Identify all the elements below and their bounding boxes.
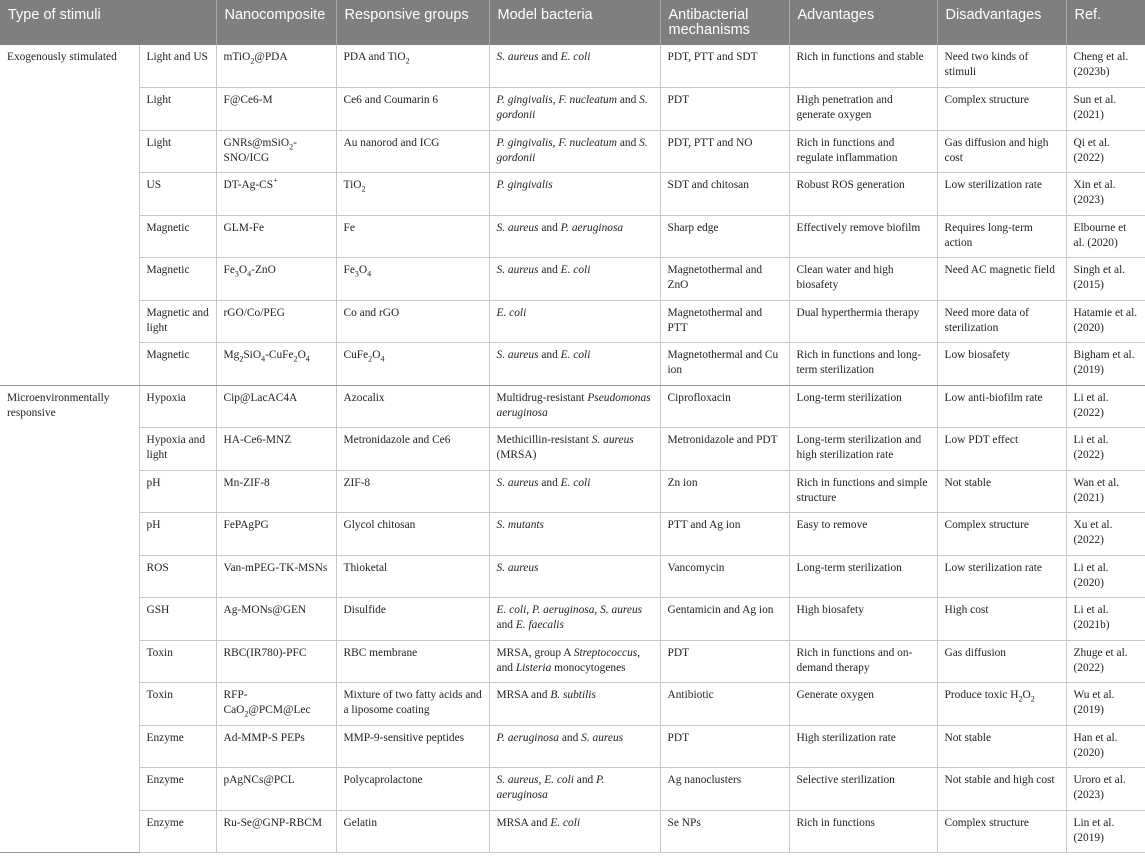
cell-mechanism: PTT and Ag ion xyxy=(660,513,789,556)
cell-advantages: High biosafety xyxy=(789,598,937,641)
table-row xyxy=(0,513,1145,556)
cell-nanocomposite: Ru-Se@GNP-RBCM xyxy=(216,810,336,853)
cell-nanocomposite: GLM-Fe xyxy=(216,215,336,258)
cell-responsive-groups: Au nanorod and ICG xyxy=(336,130,489,173)
cell-model-bacteria: S. aureus and P. aeruginosa xyxy=(489,215,660,258)
cell-model-bacteria: MRSA, group A Streptococcus, and Listeria monocytogenes xyxy=(489,640,660,683)
cell-responsive-groups: Metronidazole and Ce6 xyxy=(336,428,489,471)
table-row xyxy=(0,173,1145,216)
cell-ref: Wan et al. (2021) xyxy=(1066,470,1145,513)
cell-responsive-groups: ZIF-8 xyxy=(336,470,489,513)
cell-model-bacteria: S. aureus and E. coli xyxy=(489,470,660,513)
cell-stimulus: Enzyme xyxy=(139,768,216,811)
cell-mechanism: PDT, PTT and NO xyxy=(660,130,789,173)
cell-stimulus: Hypoxia xyxy=(139,385,216,428)
cell-nanocomposite: DT-Ag-CS+ xyxy=(216,173,336,216)
cell-ref: Han et al. (2020) xyxy=(1066,725,1145,768)
table-row xyxy=(0,385,1145,428)
cell-mechanism: Magnetothermal and PTT xyxy=(660,300,789,343)
cell-stimulus: Magnetic xyxy=(139,343,216,386)
table-row xyxy=(0,768,1145,811)
cell-advantages: High sterilization rate xyxy=(789,725,937,768)
cell-disadvantages: High cost xyxy=(937,598,1066,641)
cell-ref: Li et al. (2022) xyxy=(1066,428,1145,471)
cell-nanocomposite: Van-mPEG-TK-MSNs xyxy=(216,555,336,598)
cell-model-bacteria: P. gingivalis, F. nucleatum and S. gordonii xyxy=(489,130,660,173)
cell-nanocomposite: $Fe_3O_4$-ZnO xyxy=(216,258,336,301)
cell-mechanism: PDT xyxy=(660,725,789,768)
table-row xyxy=(0,343,1145,386)
cell-nanocomposite: FePAgPG xyxy=(216,513,336,556)
cell-ref: Lin et al. (2019) xyxy=(1066,810,1145,853)
cell-responsive-groups: MMP-9-sensitive peptides xyxy=(336,725,489,768)
category-cell: Microenvironmentally responsive xyxy=(0,385,139,853)
cell-ref: Sun et al. (2021) xyxy=(1066,88,1145,131)
cell-advantages: Selective sterilization xyxy=(789,768,937,811)
cell-disadvantages: Not stable xyxy=(937,725,1066,768)
cell-stimulus: US xyxy=(139,173,216,216)
table-row xyxy=(0,555,1145,598)
cell-ref: Bigham et al. (2019) xyxy=(1066,343,1145,386)
cell-responsive-groups: Disulfide xyxy=(336,598,489,641)
cell-model-bacteria: E. coli, P. aeruginosa, S. aureus and E. faecalis xyxy=(489,598,660,641)
cell-ref: Qi et al. (2022) xyxy=(1066,130,1145,173)
cell-responsive-groups: Thioketal xyxy=(336,555,489,598)
cell-advantages: Rich in functions xyxy=(789,810,937,853)
cell-ref: Li et al. (2021b) xyxy=(1066,598,1145,641)
cell-disadvantages: Low PDT effect xyxy=(937,428,1066,471)
table-row xyxy=(0,810,1145,853)
header-advantages: Advantages xyxy=(789,0,937,45)
cell-disadvantages: Low sterilization rate xyxy=(937,555,1066,598)
cell-disadvantages: Gas diffusion and high cost xyxy=(937,130,1066,173)
cell-model-bacteria: S. aureus and E. coli xyxy=(489,343,660,386)
cell-responsive-groups: Mixture of two fatty acids and a liposome coating xyxy=(336,683,489,726)
cell-responsive-groups: TiO$_2$ xyxy=(336,173,489,216)
cell-nanocomposite: pAgNCs@PCL xyxy=(216,768,336,811)
cell-stimulus: Toxin xyxy=(139,640,216,683)
cell-disadvantages: Low sterilization rate xyxy=(937,173,1066,216)
cell-ref: Zhuge et al. (2022) xyxy=(1066,640,1145,683)
cell-mechanism: Gentamicin and Ag ion xyxy=(660,598,789,641)
cell-stimulus: Enzyme xyxy=(139,810,216,853)
table-row xyxy=(0,300,1145,343)
cell-responsive-groups: Azocalix xyxy=(336,385,489,428)
cell-nanocomposite: Ad-MMP-S PEPs xyxy=(216,725,336,768)
cell-disadvantages: Produce toxic $H_2O_2$ xyxy=(937,683,1066,726)
cell-stimulus: Hypoxia and light xyxy=(139,428,216,471)
cell-ref: Xin et al. (2023) xyxy=(1066,173,1145,216)
cell-nanocomposite: Ag-MONs@GEN xyxy=(216,598,336,641)
cell-nanocomposite: HA-Ce6-MNZ xyxy=(216,428,336,471)
cell-disadvantages: Complex structure xyxy=(937,88,1066,131)
cell-model-bacteria: P. gingivalis, F. nucleatum and S. gordonii xyxy=(489,88,660,131)
cell-mechanism: Magnetothermal and Cu ion xyxy=(660,343,789,386)
cell-mechanism: SDT and chitosan xyxy=(660,173,789,216)
cell-advantages: Rich in functions and stable xyxy=(789,45,937,88)
table-row xyxy=(0,428,1145,471)
cell-nanocomposite: RFP-CaO$_2$@PCM@Lec xyxy=(216,683,336,726)
cell-advantages: Rich in functions and on-demand therapy xyxy=(789,640,937,683)
cell-model-bacteria: S. aureus and E. coli xyxy=(489,258,660,301)
cell-responsive-groups: RBC membrane xyxy=(336,640,489,683)
cell-mechanism: Metronidazole and PDT xyxy=(660,428,789,471)
cell-ref: Li et al. (2022) xyxy=(1066,385,1145,428)
cell-disadvantages: Requires long-term action xyxy=(937,215,1066,258)
table-row xyxy=(0,88,1145,131)
cell-mechanism: Ciprofloxacin xyxy=(660,385,789,428)
cell-model-bacteria: Methicillin-resistant S. aureus (MRSA) xyxy=(489,428,660,471)
cell-advantages: Generate oxygen xyxy=(789,683,937,726)
cell-advantages: Long-term sterilization and high sterilization rate xyxy=(789,428,937,471)
cell-advantages: Easy to remove xyxy=(789,513,937,556)
cell-ref: Elbourne et al. (2020) xyxy=(1066,215,1145,258)
header-ref: Ref. xyxy=(1066,0,1145,45)
table-row xyxy=(0,640,1145,683)
table-row xyxy=(0,598,1145,641)
cell-nanocomposite: F@Ce6-M xyxy=(216,88,336,131)
cell-advantages: High penetration and generate oxygen xyxy=(789,88,937,131)
cell-advantages: Rich in functions and long-term sterilization xyxy=(789,343,937,386)
cell-model-bacteria: S. aureus and E. coli xyxy=(489,45,660,88)
cell-disadvantages: Low anti-biofilm rate xyxy=(937,385,1066,428)
cell-mechanism: Antibiotic xyxy=(660,683,789,726)
cell-disadvantages: Low biosafety xyxy=(937,343,1066,386)
cell-disadvantages: Not stable and high cost xyxy=(937,768,1066,811)
table-row xyxy=(0,725,1145,768)
cell-mechanism: PDT, PTT and SDT xyxy=(660,45,789,88)
header-disadvantages: Disadvantages xyxy=(937,0,1066,45)
header-row xyxy=(0,0,1145,45)
cell-responsive-groups: Glycol chitosan xyxy=(336,513,489,556)
cell-ref: Hatamie et al. (2020) xyxy=(1066,300,1145,343)
cell-responsive-groups: Ce6 and Coumarin 6 xyxy=(336,88,489,131)
cell-disadvantages: Need more data of sterilization xyxy=(937,300,1066,343)
cell-advantages: Robust ROS generation xyxy=(789,173,937,216)
cell-advantages: Rich in functions and simple structure xyxy=(789,470,937,513)
cell-advantages: Long-term sterilization xyxy=(789,555,937,598)
cell-advantages: Clean water and high biosafety xyxy=(789,258,937,301)
table-row xyxy=(0,45,1145,88)
cell-nanocomposite: RBC(IR780)-PFC xyxy=(216,640,336,683)
cell-model-bacteria: MRSA and E. coli xyxy=(489,810,660,853)
cell-stimulus: Magnetic xyxy=(139,258,216,301)
cell-responsive-groups: $CuFe_2O_4$ xyxy=(336,343,489,386)
table-row xyxy=(0,130,1145,173)
header-nanocomposite: Nanocomposite xyxy=(216,0,336,45)
table-row xyxy=(0,470,1145,513)
cell-stimulus: Light xyxy=(139,88,216,131)
cell-nanocomposite: $Mg_2SiO_4-CuFe_2O_4$ xyxy=(216,343,336,386)
cell-stimulus: Light xyxy=(139,130,216,173)
cell-stimulus: pH xyxy=(139,513,216,556)
cell-responsive-groups: Polycaprolactone xyxy=(336,768,489,811)
cell-disadvantages: Complex structure xyxy=(937,810,1066,853)
cell-responsive-groups: Fe xyxy=(336,215,489,258)
header-type-of-stimuli: Type of stimuli xyxy=(0,0,216,45)
cell-advantages: Rich in functions and regulate inflammation xyxy=(789,130,937,173)
cell-mechanism: Se NPs xyxy=(660,810,789,853)
cell-responsive-groups: Gelatin xyxy=(336,810,489,853)
cell-model-bacteria: Multidrug-resistant Pseudomonas aeruginosa xyxy=(489,385,660,428)
header-antibacterial-mechanisms: Antibacterial mechanisms xyxy=(660,0,789,45)
cell-ref: Singh et al. (2015) xyxy=(1066,258,1145,301)
cell-ref: Li et al. (2020) xyxy=(1066,555,1145,598)
cell-disadvantages: Need two kinds of stimuli xyxy=(937,45,1066,88)
cell-nanocomposite: rGO/Co/PEG xyxy=(216,300,336,343)
cell-ref: Cheng et al. (2023b) xyxy=(1066,45,1145,88)
cell-nanocomposite: GNRs@mSiO$_2$-SNO/ICG xyxy=(216,130,336,173)
cell-model-bacteria: S. mutants xyxy=(489,513,660,556)
cell-disadvantages: Not stable xyxy=(937,470,1066,513)
cell-stimulus: Light and US xyxy=(139,45,216,88)
cell-nanocomposite: Cip@LacAC4A xyxy=(216,385,336,428)
cell-model-bacteria: MRSA and B. subtilis xyxy=(489,683,660,726)
cell-advantages: Dual hyperthermia therapy xyxy=(789,300,937,343)
cell-mechanism: PDT xyxy=(660,640,789,683)
cell-mechanism: Vancomycin xyxy=(660,555,789,598)
cell-stimulus: Toxin xyxy=(139,683,216,726)
cell-stimulus: pH xyxy=(139,470,216,513)
cell-model-bacteria: S. aureus xyxy=(489,555,660,598)
cell-disadvantages: Gas diffusion xyxy=(937,640,1066,683)
cell-ref: Wu et al. (2019) xyxy=(1066,683,1145,726)
cell-stimulus: Magnetic and light xyxy=(139,300,216,343)
cell-mechanism: Sharp edge xyxy=(660,215,789,258)
cell-disadvantages: Complex structure xyxy=(937,513,1066,556)
cell-nanocomposite: Mn-ZIF-8 xyxy=(216,470,336,513)
cell-model-bacteria: S. aureus, E. coli and P. aeruginosa xyxy=(489,768,660,811)
cell-stimulus: Enzyme xyxy=(139,725,216,768)
cell-ref: Uroro et al. (2023) xyxy=(1066,768,1145,811)
table-row xyxy=(0,258,1145,301)
cell-model-bacteria: P. gingivalis xyxy=(489,173,660,216)
cell-mechanism: Ag nanoclusters xyxy=(660,768,789,811)
cell-advantages: Effectively remove biofilm xyxy=(789,215,937,258)
cell-stimulus: Magnetic xyxy=(139,215,216,258)
category-cell: Exogenously stimulated xyxy=(0,45,139,385)
cell-disadvantages: Need AC magnetic field xyxy=(937,258,1066,301)
cell-nanocomposite: mTiO$_2$@PDA xyxy=(216,45,336,88)
cell-advantages: Long-term sterilization xyxy=(789,385,937,428)
cell-responsive-groups: PDA and TiO$_2$ xyxy=(336,45,489,88)
cell-model-bacteria: E. coli xyxy=(489,300,660,343)
cell-mechanism: PDT xyxy=(660,88,789,131)
table-row xyxy=(0,215,1145,258)
cell-mechanism: Magnetothermal and ZnO xyxy=(660,258,789,301)
cell-responsive-groups: $Fe_3O_4$ xyxy=(336,258,489,301)
cell-model-bacteria: P. aeruginosa and S. aureus xyxy=(489,725,660,768)
cell-stimulus: ROS xyxy=(139,555,216,598)
cell-mechanism: Zn ion xyxy=(660,470,789,513)
header-model-bacteria: Model bacteria xyxy=(489,0,660,45)
cell-responsive-groups: Co and rGO xyxy=(336,300,489,343)
cell-stimulus: GSH xyxy=(139,598,216,641)
cell-ref: Xu et al. (2022) xyxy=(1066,513,1145,556)
table-row xyxy=(0,683,1145,726)
header-responsive-groups: Responsive groups xyxy=(336,0,489,45)
